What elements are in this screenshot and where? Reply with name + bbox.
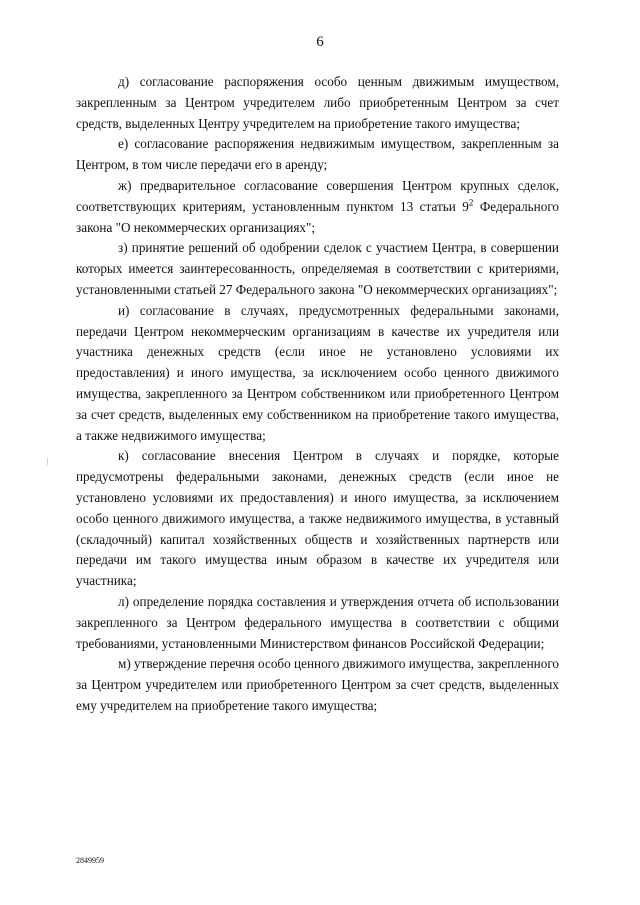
paragraph-e: е) согласование распоряжения недвижимым имуществом, закрепленным за Центром, в том числе передачи его в аренду; (76, 136, 559, 173)
paragraph-d: д) согласование распоряжения особо ценным движимым имуществом, закрепленным за Центром учредителем либо приобретенным Центром за счет средств, выделенных Центру учредителем на приобретение такого имущества; (76, 74, 559, 131)
paragraph-m: м) утверждение перечня особо ценного движимого имущества, закрепленного за Центром учредителем или приобретенного Центром за счет средств, выделенных ему учредителем на приобретение такого имущества; (76, 656, 559, 713)
paragraph-k: к) согласование внесения Центром в случаях и порядке, которые предусмотрены федеральными законами, денежных средств (если иное не установлено условиями их предоставления) и иного имущества, за исключением особо ценного движимого имущества, а также недвижимого имущества, в уставный (складочный) капитал хозяйственных обществ и хозяйственных партнерств или передачи им такого имущества иным образом в качестве их учредителя или участника; (76, 448, 559, 589)
document-id: 2849959 (76, 856, 104, 865)
paragraph-zh-text-before: ж) предварительное согласование совершения Центром крупных сделок, соответствующих критериям, установленным пунктом 13 статьи 9 (76, 177, 559, 214)
paragraph-zh-superscript: 2 (468, 197, 474, 208)
paragraph-zh (76, 176, 559, 238)
paragraph-z: з) принятие решений об одобрении сделок с участием Центра, в совершении которых имеется заинтересованность, определяемая в соответствии с критериями, установленными статьей 27 Федерального закона "О некоммерческих организациях"; (76, 240, 559, 297)
paragraph-l: л) определение порядка составления и утверждения отчета об использовании закрепленного за Центром федерального имущества в соответствии с общими требованиями, установленными Министерством финансов Российской Федерации; (76, 593, 559, 651)
paragraph-zh-text-after: Федерального закона "О некоммерческих организациях"; (76, 198, 559, 235)
document-body (76, 72, 559, 717)
paragraph-i: и) согласование в случаях, предусмотренных федеральными законами, передачи Центром некоммерческим организациям в качестве их учредителя или участника денежных средств (если иное не установлено условиями их предоставления) и иного имущества, за исключением особо ценного движимого имущества, закрепленного за Центром собственником или приобретенного Центром за счет средств, выделенных ему собственником на приобретение такого имущества, а также недвижимого имущества; (76, 302, 559, 443)
page-number: 6 (316, 34, 324, 50)
margin-mark (47, 458, 48, 465)
